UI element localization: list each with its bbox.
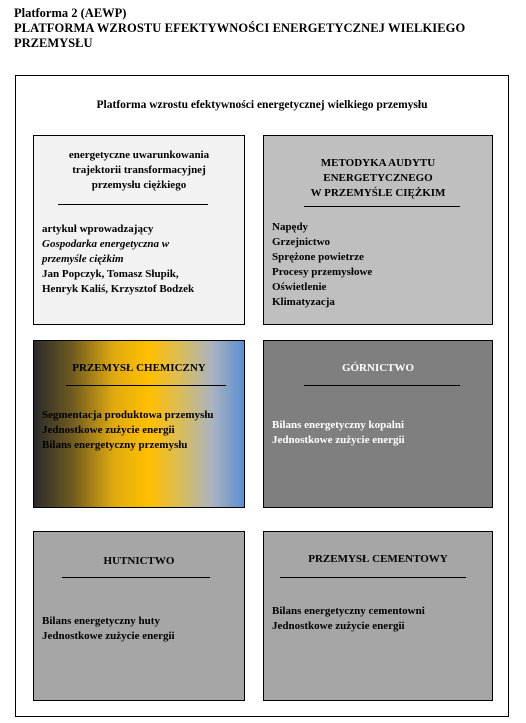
- metallurgy-items: [42, 614, 240, 644]
- chemical-items: [42, 408, 240, 453]
- intro-box-title: [34, 148, 244, 193]
- intro-line: artykuł wprowadzający: [42, 223, 154, 235]
- chemical-divider: [66, 385, 226, 386]
- metallurgy-item: Jednostkowe zużycie energii: [42, 630, 175, 642]
- cement-box-title: PRZEMYSŁ CEMENTOWY: [308, 553, 448, 565]
- audit-item: Klimatyzacja: [272, 296, 335, 308]
- header-line-2: PLATFORMA WZROSTU EFEKTYWNOŚCI ENERGETYCZNEJ WIELKIEGO: [14, 21, 466, 35]
- intro-title-line: trajektorii transformacyjnej: [72, 164, 206, 176]
- mining-item: Jednostkowe zużycie energii: [272, 434, 405, 446]
- header-line-3: PRZEMYSŁU: [14, 36, 93, 50]
- authors-line: Jan Popczyk, Tomasz Słupik,: [42, 268, 179, 280]
- authors-line: Henryk Kaliś, Krzysztof Bodzek: [42, 283, 195, 295]
- chemical-item: Segmentacja produktowa przemysłu: [42, 409, 214, 421]
- audit-methodology-box: [263, 135, 493, 325]
- audit-title-line: ENERGETYCZNEGO: [323, 172, 433, 184]
- intro-box: [33, 135, 245, 325]
- audit-item: Grzejnictwo: [272, 236, 331, 248]
- audit-item: Oświetlenie: [272, 281, 327, 293]
- intro-title-line: przemysłu ciężkiego: [91, 179, 187, 191]
- mining-item: Bilans energetyczny kopalni: [272, 419, 405, 431]
- intro-title-line: energetyczne uwarunkowania: [68, 149, 210, 161]
- chemical-item: Jednostkowe zużycie energii: [42, 424, 175, 436]
- metallurgy-divider: [62, 577, 210, 578]
- chemical-item: Bilans energetyczny przemysłu: [42, 439, 188, 451]
- intro-box-body: [42, 222, 240, 297]
- intro-divider: [58, 204, 208, 205]
- platform-frame: [15, 75, 509, 717]
- metallurgy-box-title: HUTNICTWO: [103, 555, 175, 567]
- mining-items: [272, 418, 488, 448]
- mining-divider: [304, 385, 460, 386]
- document-header: [14, 6, 514, 51]
- article-title-line: przemyśle ciężkim: [42, 253, 124, 265]
- audit-item: Napędy: [272, 221, 309, 233]
- mining-box: [263, 340, 493, 508]
- audit-items: [272, 220, 488, 310]
- header-line-1: Platforma 2 (AEWP): [14, 6, 127, 20]
- cement-industry-box: [263, 531, 493, 701]
- audit-divider: [304, 206, 460, 207]
- metallurgy-item: Bilans energetyczny huty: [42, 615, 160, 627]
- cement-divider: [280, 577, 466, 578]
- cement-item: Jednostkowe zużycie energii: [272, 620, 405, 632]
- chemical-box-title: PRZEMYSŁ CHEMICZNY: [72, 362, 206, 374]
- mining-box-title: GÓRNICTWO: [341, 362, 415, 374]
- cement-item: Bilans energetyczny cementowni: [272, 605, 425, 617]
- cement-items: [272, 604, 488, 634]
- audit-title-line: W PRZEMYŚLE CIĘŻKIM: [310, 187, 446, 199]
- platform-title: Platforma wzrostu efektywności energetycznej wielkiego przemysłu: [96, 99, 428, 111]
- audit-box-title: [264, 156, 492, 201]
- audit-item: Procesy przemysłowe: [272, 266, 373, 278]
- audit-title-line: METODYKA AUDYTU: [320, 157, 436, 169]
- metallurgy-box: [33, 531, 245, 701]
- audit-item: Sprężone powietrze: [272, 251, 364, 263]
- article-title-line: Gospodarka energetyczna w: [42, 238, 170, 250]
- chemical-industry-box: [33, 340, 245, 508]
